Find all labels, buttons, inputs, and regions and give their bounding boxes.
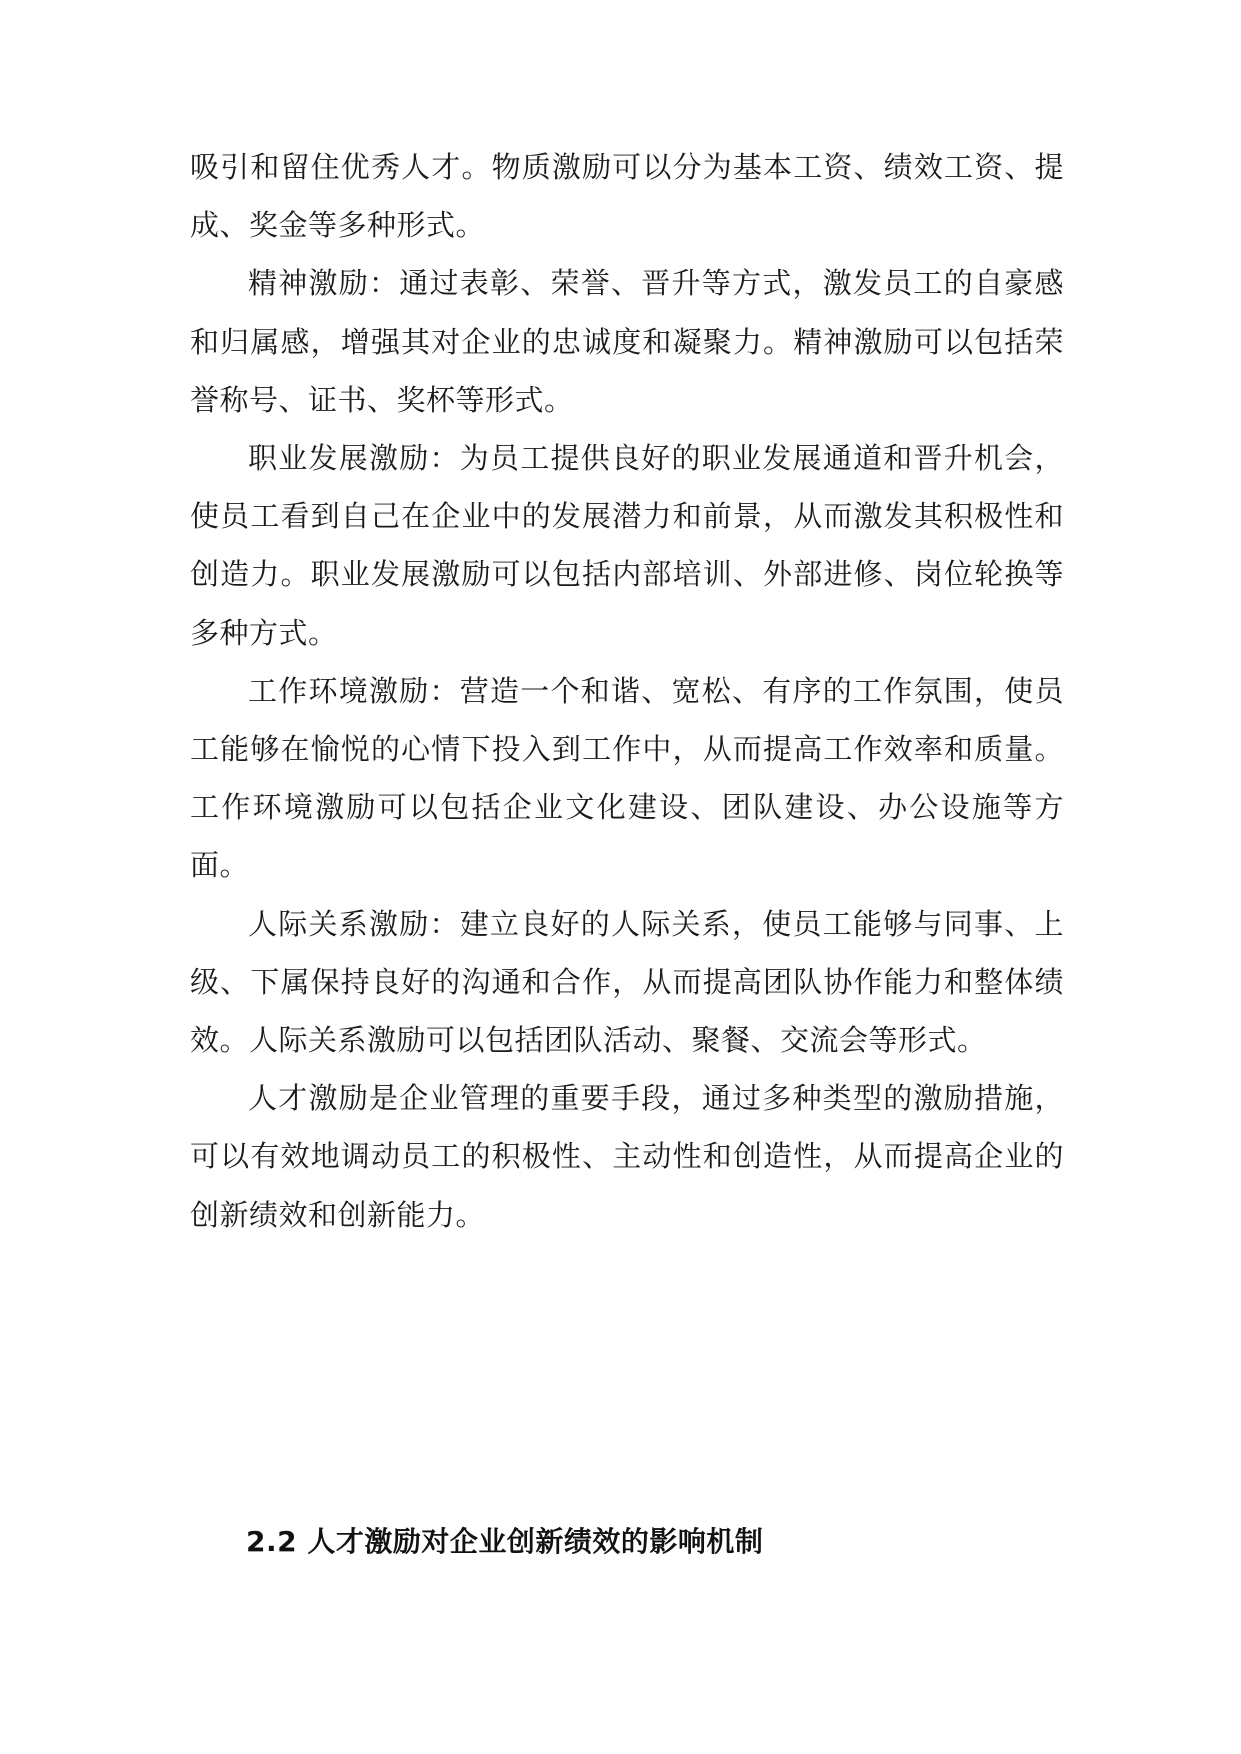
body-text xyxy=(190,138,1064,1244)
paragraph-interpersonal-incentive: 人际关系激励：建立良好的人际关系，使员工能够与同事、上级、下属保持良好的沟通和合作，从而提高团队协作能力和整体绩效。人际关系激励可以包括团队活动、聚餐、交流会等形式。 xyxy=(190,906,1064,1058)
paragraph-material-incentive-continued: 吸引和留住优秀人才。物质激励可以分为基本工资、绩效工资、提成、奖金等多种形式。 xyxy=(190,150,1064,243)
paragraph-spiritual-incentive: 精神激励：通过表彰、荣誉、晋升等方式，激发员工的自豪感和归属感，增强其对企业的忠诚度和凝聚力。精神激励可以包括荣誉称号、证书、奖杯等形式。 xyxy=(190,266,1064,417)
paragraph-work-environment-incentive: 工作环境激励：营造一个和谐、宽松、有序的工作氛围，使员工能够在愉悦的心情下投入到工作中，从而提高工作效率和质量。工作环境激励可以包括企业文化建设、团队建设、办公设施等方面。 xyxy=(190,673,1064,883)
paragraph-summary: 人才激励是企业管理的重要手段，通过多种类型的激励措施，可以有效地调动员工的积极性、主动性和创造性，从而提高企业的创新绩效和创新能力。 xyxy=(190,1081,1064,1232)
paragraph-career-incentive: 职业发展激励：为员工提供良好的职业发展通道和晋升机会，使员工看到自己在企业中的发展潜力和前景，从而激发其积极性和创造力。职业发展激励可以包括内部培训、外部进修、岗位轮换等多种方式。 xyxy=(190,441,1064,650)
section-heading: 2.2 人才激励对企业创新绩效的影响机制 xyxy=(246,1525,764,1558)
